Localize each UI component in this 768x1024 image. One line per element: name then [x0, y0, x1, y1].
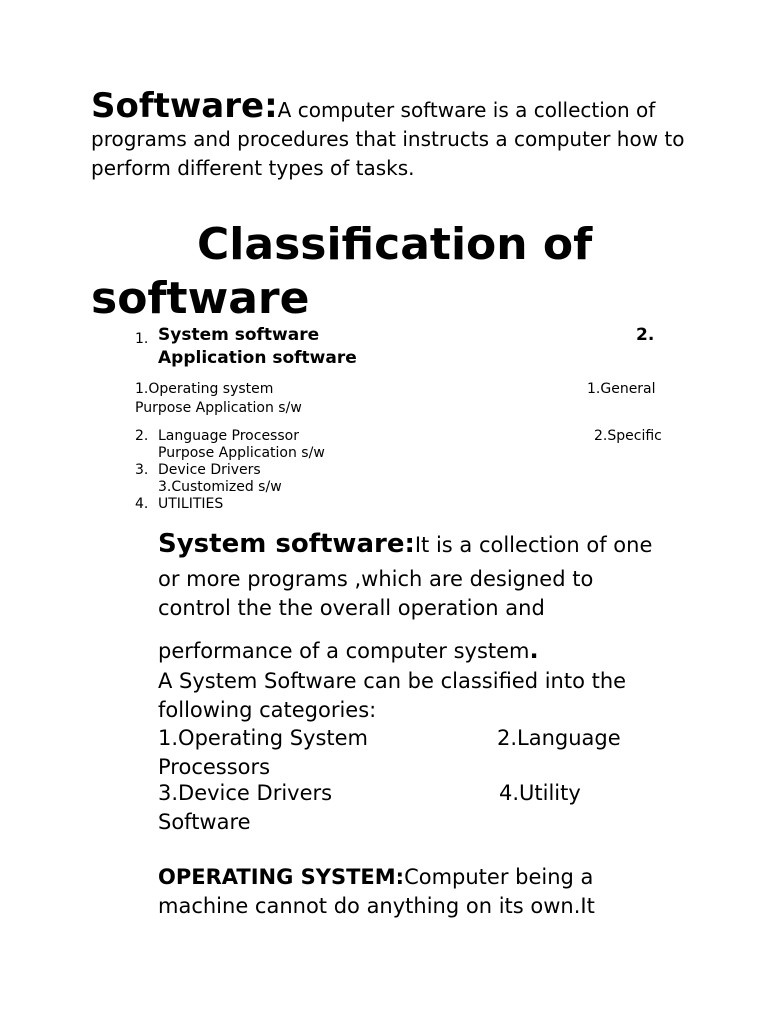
category-3: 3.Device Drivers [158, 781, 333, 805]
item-3-left: Device Drivers [158, 462, 261, 478]
heading-line-1: Classification of [197, 219, 593, 270]
category-1: 1.Operating System [158, 726, 369, 750]
item-1-right-b: Purpose Application s/w [135, 400, 302, 416]
system-software-text-1: It is a collection of one [414, 533, 653, 557]
item-4-left: UTILITIES [158, 496, 224, 512]
category-2: 2.Language [497, 726, 621, 750]
item-2-right-a: 2.Specific [594, 428, 662, 444]
software-definition: A computer software is a collection of programs and procedures that instructs a computer how to perform different types of tasks. [91, 98, 685, 180]
col2-number: 2. [636, 325, 655, 345]
item-2-right-b: Purpose Application s/w [158, 445, 325, 461]
system-software-line-1 [158, 530, 652, 560]
system-software-line-3: control the the overall operation and [158, 596, 545, 620]
system-software-term: System software: [158, 529, 415, 559]
operating-system-term: OPERATING SYSTEM: [158, 865, 405, 889]
system-software-line-6: following categories: [158, 698, 377, 722]
item-4-number: 4. [135, 496, 149, 512]
item-1-right-a: 1.General [587, 381, 656, 397]
operating-system-text-1: Computer being a [404, 865, 594, 889]
col2-title: Application software [158, 348, 357, 368]
system-software-line-5: A System Software can be classified into the [158, 669, 627, 693]
category-4: 4.Utility [499, 781, 581, 805]
category-4-cont: Software [158, 810, 251, 834]
category-2-cont: Processors [158, 755, 271, 779]
software-term: Software: [91, 86, 278, 126]
system-software-line-4 [158, 636, 539, 666]
item-3-number: 3. [135, 462, 149, 478]
operating-system-line-2: machine cannot do anything on its own.It [158, 894, 595, 918]
heading-line-2: software [91, 273, 310, 324]
col1-number: 1. [135, 331, 149, 347]
system-software-text-4: performance of a computer system [158, 639, 530, 663]
item-2-left: Language Processor [158, 428, 299, 444]
system-software-line-2: or more programs ,which are designed to [158, 567, 594, 591]
col1-title: System software [158, 325, 320, 345]
item-3-right-b: 3.Customized s/w [158, 479, 282, 495]
system-software-period: . [529, 636, 539, 664]
item-2-number: 2. [135, 428, 149, 444]
operating-system-line-1 [158, 863, 593, 892]
intro-paragraph [91, 86, 691, 183]
classification-heading [91, 218, 691, 326]
item-1-left: 1.Operating system [135, 381, 274, 397]
